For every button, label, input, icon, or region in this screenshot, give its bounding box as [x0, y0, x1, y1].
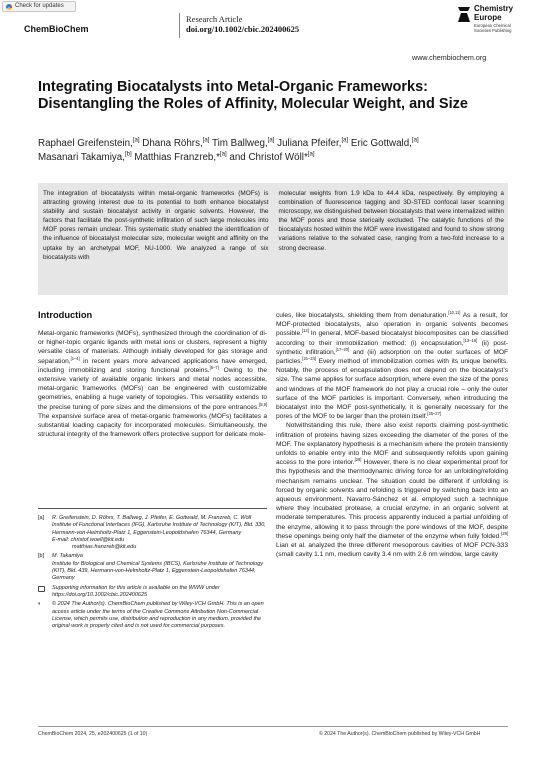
supporting-info-note: Supporting information for this article is available on the WWW under https://doi.org/10.1002/cbic.202400625: [38, 585, 267, 600]
authors-line-2: Masanari Takamiya,[b] Matthias Franzreb,*[a] and Christof Wöll*[a]: [38, 151, 315, 163]
check-for-updates-badge[interactable]: [2, 1, 76, 12]
left-column-text: [38, 329, 267, 439]
abstract-box: [38, 183, 508, 295]
author-list: [38, 137, 508, 165]
footer-divider: [38, 726, 508, 727]
email-link[interactable]: E-mail: christof.woell@kit.edu: [52, 536, 125, 543]
crossmark-icon: [6, 4, 12, 10]
check-for-updates-label: Check for updates: [15, 3, 64, 9]
authors-line-1: Raphael Greifenstein,[a] Dhana Röhrs,[a] Tim Ballweg,[a] Juliana Pfeifer,[a] Eric Gottwald,[a]: [38, 137, 419, 149]
publisher-name: Chemistry Europe: [474, 4, 514, 22]
affiliations: [38, 515, 267, 632]
header-divider: [179, 13, 180, 38]
publisher-subtitle: European Chemical Societies Publishing: [474, 23, 512, 33]
doi-link[interactable]: doi.org/10.1002/cbic.202400625: [186, 24, 300, 34]
journal-website-link[interactable]: www.chembiochem.org: [412, 53, 487, 62]
article-type: Research Article: [186, 14, 243, 24]
article-title: Integrating Biocatalysts into Metal-Organic Frameworks: Disentangling the Roles of Affinity, Molecular Weight, and Size: [38, 79, 468, 112]
footer-citation: ChemBioChem 2024, 25, e202400625 (1 of 10): [38, 731, 148, 737]
chemistry-europe-logo-icon: [456, 5, 472, 24]
footnote-divider: [38, 508, 267, 509]
affiliation-b: [b] M. Takamiya Institute for Biological and Chemical Systems (IBCS), Karlsruhe Institute of Technology (KIT), Bld. 439, Hermann-von-Helmholtz-Platz 1, Eggenstein-Leopoldshafen 76344, Germany: [38, 553, 264, 582]
open-access-icon: ◐: [38, 601, 42, 608]
intro-paragraph-1: Metal-organic frameworks (MOFs), synthesized through the coordination of di- or higher-topic organic ligands with metal ions or clusters, represent a highly versatile class of materials. Although initially developed for gas storage and separation,[1–4] in recent years more advanced applications have emerged, including immobilizing and storing functional proteins.[5–7] Owing to the extensive variety of available organic linkers and metal nodes accessible, metal-organic frameworks (MOFs) can be engineered with customizable geometries, enabling a huge variety of topologies. This versatility extends to the precise tuning of pore sizes and the dimensions of the pore entrances.[8,9] The expansive surface area of metal-organic frameworks (MOFs) facilitates a substantial loading capacity for incorporated molecules. Simultaneously, the structural integrity of the framework offers protective support for delicate mole-: [38, 330, 267, 439]
footer-copyright: © 2024 The Author(s). ChemBioChem published by Wiley-VCH GmbH: [319, 731, 481, 737]
introduction-heading: Introduction: [38, 310, 93, 320]
abstract-left-column: The integration of biocatalysts within metal-organic frameworks (MOFs) is attracting growing interest due to its potential to both enhance biocatalyst stability and sustain biocatalyst activity in organic solvents. However, the factors that facilitate the post-synthetic infiltration of such large molecules into MOF pores remain unclear. This systematic study enabled the identification of the influence of biocatalyst molecular size, molecular weight and affinity on the uptake by an archetypal MOF, NU-1000. We analyzed a range of six biocatalysts with: [43, 190, 269, 261]
license-note: ◐ © 2024 The Author(s). ChemBioChem published by Wiley-VCH GmbH. This is an open access article under the terms of the Creative Commons Attribution Non-Commercial License, which permits use, distribution and reproduction in any medium, provided the original work is properly cited and is not used for commercial purposes.: [38, 601, 264, 630]
computer-icon: [38, 586, 45, 592]
right-column-text: [276, 311, 508, 559]
abstract-right-column: molecular weights from 1.9 kDa to 44.4 kDa, respectively. By employing a combination of fluorescence tagging and 3D-STED confocal laser scanning microscopy, we distinguished between biocatalysts that were internalized within the MOF pores and those sterically excluded. The catalytic functions of the biocatalysts hosted within the MOF were investigated and found to show strong variations relative to the solvated case, ranging from a two-fold increase to a strong decrease.: [278, 190, 504, 252]
affiliation-a: [a] R. Greifenstein, D. Röhrs, T. Ballweg, J. Pfeifer, E. Gottwald, M. Franzreb, C. Wöll Institute of Functional Interfaces (IFG), Karlsruhe Institute of Technology (KIT), Bld. 330, Hermann-von-Helmholtz-Platz 1, Eggenstein-Leopoldshafen 76344, Germany E-mail: christof.woell@kit.edu matthias.franzreb@kit.edu: [38, 515, 266, 551]
email-link[interactable]: matthias.franzreb@kit.edu: [72, 544, 137, 551]
right-paragraph-1: cules, like biocatalysts, shielding them from denaturation.[10,11] As a result, for MOF-protected biocatalysts, also operation in organic solvents becomes possible.[12] In general, MOF-based biocatalyst biocomposites can be classified according to their immobilization method; (i) encapsulation,[13–16] (ii) post-synthetic infiltration,[17–20] and (iii) adsorption on the outer surfaces of MOF particles.[21–24] Every method of immobilization comes with its unique benefits. Notably, the process of encapsulation does not depend on the biocatalyst’s size. The same applies for surface adsorption, where even the size of the pores and windows of the MOF framework do not play a crucial role – only the outer surface of the MOF particles is important. Conversely, when introducing the biocatalyst into the MOF post-synthetically, it is generally necessary for the pores of the MOF to be larger than the protein itself.[25–27]: [276, 309, 508, 421]
journal-name: ChemBioChem: [24, 24, 89, 34]
right-paragraph-2: Notwithstanding this rule, there also exist reports claiming post-synthetic infiltration of proteins having sizes exceeding the diameter of the pores of the MOF. The explanatory hypothesis is a mechanism where the protein transiently unfolds to enable entry into the MOF and subsequently refolds upon gaining access to the pore interior.[28] However, there is no clear experimental proof for this hypothesis and the thermodynamic driving force for an unfolding/refolding mechanism remains unclear. The situation could be different if unfolding is forced by organic solvents and refolding is triggered by switching back into an aqueous environment. Navarro-Sánchez et al. employed such a technique where they incubated protease, a crucial enzyme, in an organic solvent at moderate temperatures. This process apparently induced a partial unfolding of the enzyme, allowing it to pass through the pore windows of the MOF, despite these openings being only half the diameter of the enzyme when fully folded.[29] Lian et al. analyzed the three different mesoporous cavities of MOF PCN-333 (small cavity 1.1 nm, medium cavity 3.4 nm with 2.6 nm window, large cavity: [276, 422, 508, 559]
